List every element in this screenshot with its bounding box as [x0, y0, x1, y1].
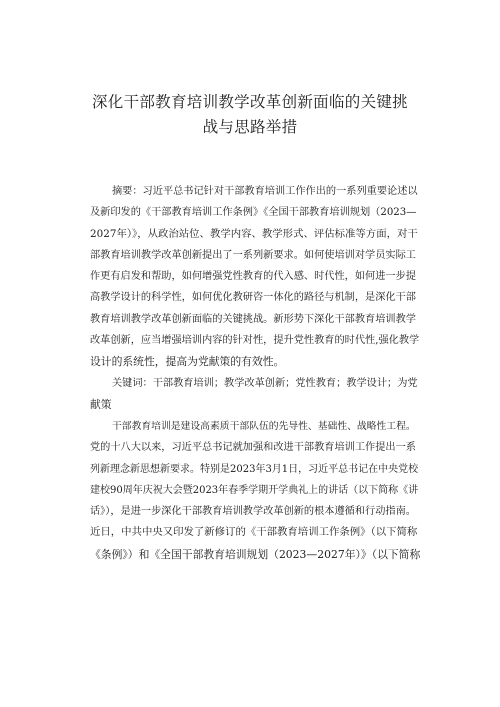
keywords-line: 献策: [90, 398, 112, 412]
body-line: 列新理念新思想新要求。特别是2023年3月1日，习近平总书记在中央党校: [90, 463, 419, 475]
body-line: 《条例》）和《全国干部教育培训规划（2023—2027年）》（以下简称: [90, 547, 420, 561]
abstract-line: 2027年）》，从政治站位、教学内容、教学形式、评估标准等方面，对干: [90, 227, 418, 240]
body-line: 党的十八大以来，习近平总书记就加强和改进干部教育培训工作提出一系: [90, 442, 416, 454]
abstract-line: 教育培训教学改革创新面临的关键挑战。新形势下深化干部教育培训教学: [90, 313, 416, 325]
body-line: 近日，中共中央又印发了新修订的《干部教育培训工作条例》（以下简称: [90, 526, 418, 539]
keywords-paragraph: [90, 373, 420, 416]
keywords-line: 关键词：干部教育培训；教学改革创新；党性教育；教学设计；为党: [112, 378, 418, 389]
title-line: 深化干部教育培训教学改革创新面临的关键挑: [91, 93, 408, 111]
body-line: 建校90周年庆祝大会暨2023年春季学期开学典礼上的讲话（以下简称《讲: [90, 484, 419, 496]
abstract-line: 摘要：习近平总书记针对干部教育培训工作作出的一系列重要论述以: [112, 186, 418, 197]
abstract-line: 部教育培训教学改革创新提出了一系列新要求。如何使培训对学员实际工: [90, 249, 416, 261]
body-line: 干部教育培训是建设高素质干部队伍的先导性、基础性、战略性工程。: [112, 421, 416, 432]
abstract-line: 高教学设计的科学性，如何优化教研咨一体化的路径与机制，是深化干部: [90, 292, 416, 304]
body-line: 话》），是进一步深化干部教育培训教学改革创新的根本遵循和行动指南。: [90, 506, 416, 518]
document-title: [70, 90, 430, 140]
title-line: 战与思路举措: [202, 118, 298, 136]
abstract-line: 设计的系统性，提高为党献策的有效性。: [90, 355, 285, 369]
abstract-line: 及新印发的《干部教育培训工作条例》《全国干部教育培训规划（2023—: [90, 207, 417, 219]
body-paragraph: [90, 416, 420, 565]
abstract-line: 作更有启发和帮助，如何增强党性教育的代入感、时代性，如何进一步提: [90, 271, 416, 283]
abstract-line: 改革创新，应当增强培训内容的针对性，提升党性教育的时代性,强化教学: [90, 335, 420, 347]
abstract-paragraph: [90, 181, 420, 373]
